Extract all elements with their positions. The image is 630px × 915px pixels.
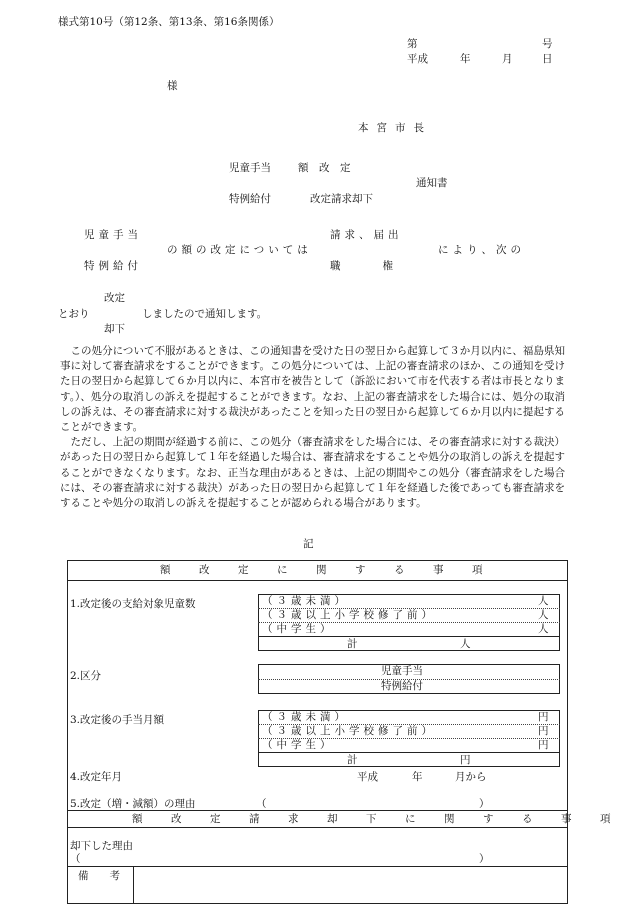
item4-label: 4.改定年月 bbox=[70, 771, 123, 783]
option-request: 請求、届出 bbox=[330, 229, 403, 241]
option-child-allowance: 児童手当 bbox=[84, 229, 142, 241]
item3-row-preschool: （３歳以上小学校修了前） bbox=[262, 725, 436, 737]
doc-number-suffix: 号 bbox=[542, 38, 553, 50]
ki-marker: 記 bbox=[303, 538, 314, 550]
item1-unit: 人 bbox=[538, 595, 549, 607]
item3-total-unit: 円 bbox=[460, 754, 471, 766]
reject-reason-label: 却下した理由 bbox=[70, 840, 133, 852]
section-revision-header: 額 改 定 に 関 す る 事 項 bbox=[160, 564, 492, 576]
recipient-honorific: 様 bbox=[167, 80, 178, 92]
title-child-allowance: 児童手当 bbox=[229, 162, 271, 174]
table-divider bbox=[67, 810, 568, 811]
revision-phrase: の額の改定については bbox=[167, 244, 312, 256]
table-divider bbox=[67, 866, 568, 867]
item5-label: 5.改定（増・減額）の理由 bbox=[70, 798, 196, 810]
remarks-divider bbox=[133, 866, 134, 904]
doc-number-prefix: 第 bbox=[407, 38, 418, 50]
item2-special-benefit: 特例給付 bbox=[381, 680, 423, 692]
option-authority: 職 権 bbox=[330, 260, 393, 272]
item4-era: 平成 bbox=[357, 771, 378, 783]
notify-text: しましたので通知します。 bbox=[142, 308, 268, 320]
row-line bbox=[258, 636, 560, 637]
item4-month: 月から bbox=[455, 771, 487, 783]
appeal-paragraph-2: ただし、上記の期間が経過する前に、この処分（審査請求をした場合には、その審査請求に対する裁決）があった日の翌日から起算して１年を経過した場合は、審査請求をすることや処分の取消しの訴えを提起することができなくなります。なお、正当な理由があるときは、上記の期間やこの処分（審査請求をした場合には、その審査請求に対する裁決）があった日の翌日から起算して１年を経過した後であっても審査請求をすることや処分の取消しの訴えを提起することが認められる場合があります。 bbox=[60, 436, 565, 510]
item3-label: 3.改定後の手当月額 bbox=[70, 714, 165, 726]
date-month: 月 bbox=[502, 53, 513, 65]
item3-unit: 円 bbox=[538, 739, 549, 751]
table-divider bbox=[67, 827, 568, 828]
item1-row-junior-high: （中学生） bbox=[262, 623, 335, 635]
item1-row-under3: （３歳未満） bbox=[262, 595, 349, 607]
item2-child-allowance: 児童手当 bbox=[381, 665, 423, 677]
item1-row-preschool: （３歳以上小学校修了前） bbox=[262, 609, 436, 621]
item3-unit: 円 bbox=[538, 711, 549, 723]
date-day: 日 bbox=[542, 53, 553, 65]
item1-label: 1.改定後の支給対象児童数 bbox=[70, 598, 196, 610]
item3-row-junior-high: （中学生） bbox=[262, 739, 335, 751]
title-rejection: 改定請求却下 bbox=[310, 193, 373, 205]
item3-row-under3: （３歳未満） bbox=[262, 711, 349, 723]
title-amount-revision: 額 改 定 bbox=[298, 162, 351, 174]
appeal-notice bbox=[60, 344, 565, 511]
form-number: 様式第10号（第12条、第13条、第16条関係） bbox=[58, 16, 280, 28]
item2-label: 2.区分 bbox=[70, 670, 102, 682]
item4-year: 年 bbox=[412, 771, 423, 783]
item5-close-paren: ） bbox=[479, 798, 490, 810]
appeal-paragraph-1: この処分について不服があるときは、この通知書を受けた日の翌日から起算して３か月以内に、福島県知事に対して審査請求をすることができます。この処分については、上記の審査請求のほか、この通知を受けた日の翌日から起算して６か月以内に、本宮市を被告として（訴訟において市を代表する者は市長となります。）、処分の取消しの訴えを提起することができます。なお、上記の審査請求をした場合には、処分の取消しの訴えは、その審査請求に対する裁決があったことを知った日の翌日から起算して６か月以内に提起することができます。 bbox=[60, 345, 565, 434]
decision-revise: 改定 bbox=[104, 292, 125, 304]
issuer: 本宮市長 bbox=[358, 122, 432, 134]
table-divider bbox=[67, 580, 568, 581]
item3-unit: 円 bbox=[538, 725, 549, 737]
item3-total-label: 計 bbox=[347, 754, 358, 766]
remarks-label: 備 考 bbox=[78, 870, 120, 882]
title-special-benefit: 特例給付 bbox=[229, 193, 271, 205]
toori: とおり bbox=[58, 308, 90, 320]
date-era: 平成 bbox=[407, 53, 428, 65]
row-line bbox=[258, 752, 560, 753]
section-rejection-header: 額 改 定 請 求 却 下 に 関 す る 事 項 bbox=[132, 813, 620, 825]
date-year: 年 bbox=[460, 53, 471, 65]
reject-open-paren: （ bbox=[70, 853, 81, 865]
reject-close-paren: ） bbox=[479, 853, 490, 865]
item1-unit: 人 bbox=[538, 623, 549, 635]
item1-unit: 人 bbox=[538, 609, 549, 621]
item5-open-paren: （ bbox=[256, 798, 267, 810]
item1-total-label: 計 bbox=[347, 638, 358, 650]
item1-total-unit: 人 bbox=[460, 638, 471, 650]
decision-reject: 却下 bbox=[104, 323, 125, 335]
title-suffix: 通知書 bbox=[416, 177, 448, 189]
option-special-benefit: 特例給付 bbox=[84, 260, 142, 272]
body-tail: により、次の bbox=[438, 244, 525, 256]
